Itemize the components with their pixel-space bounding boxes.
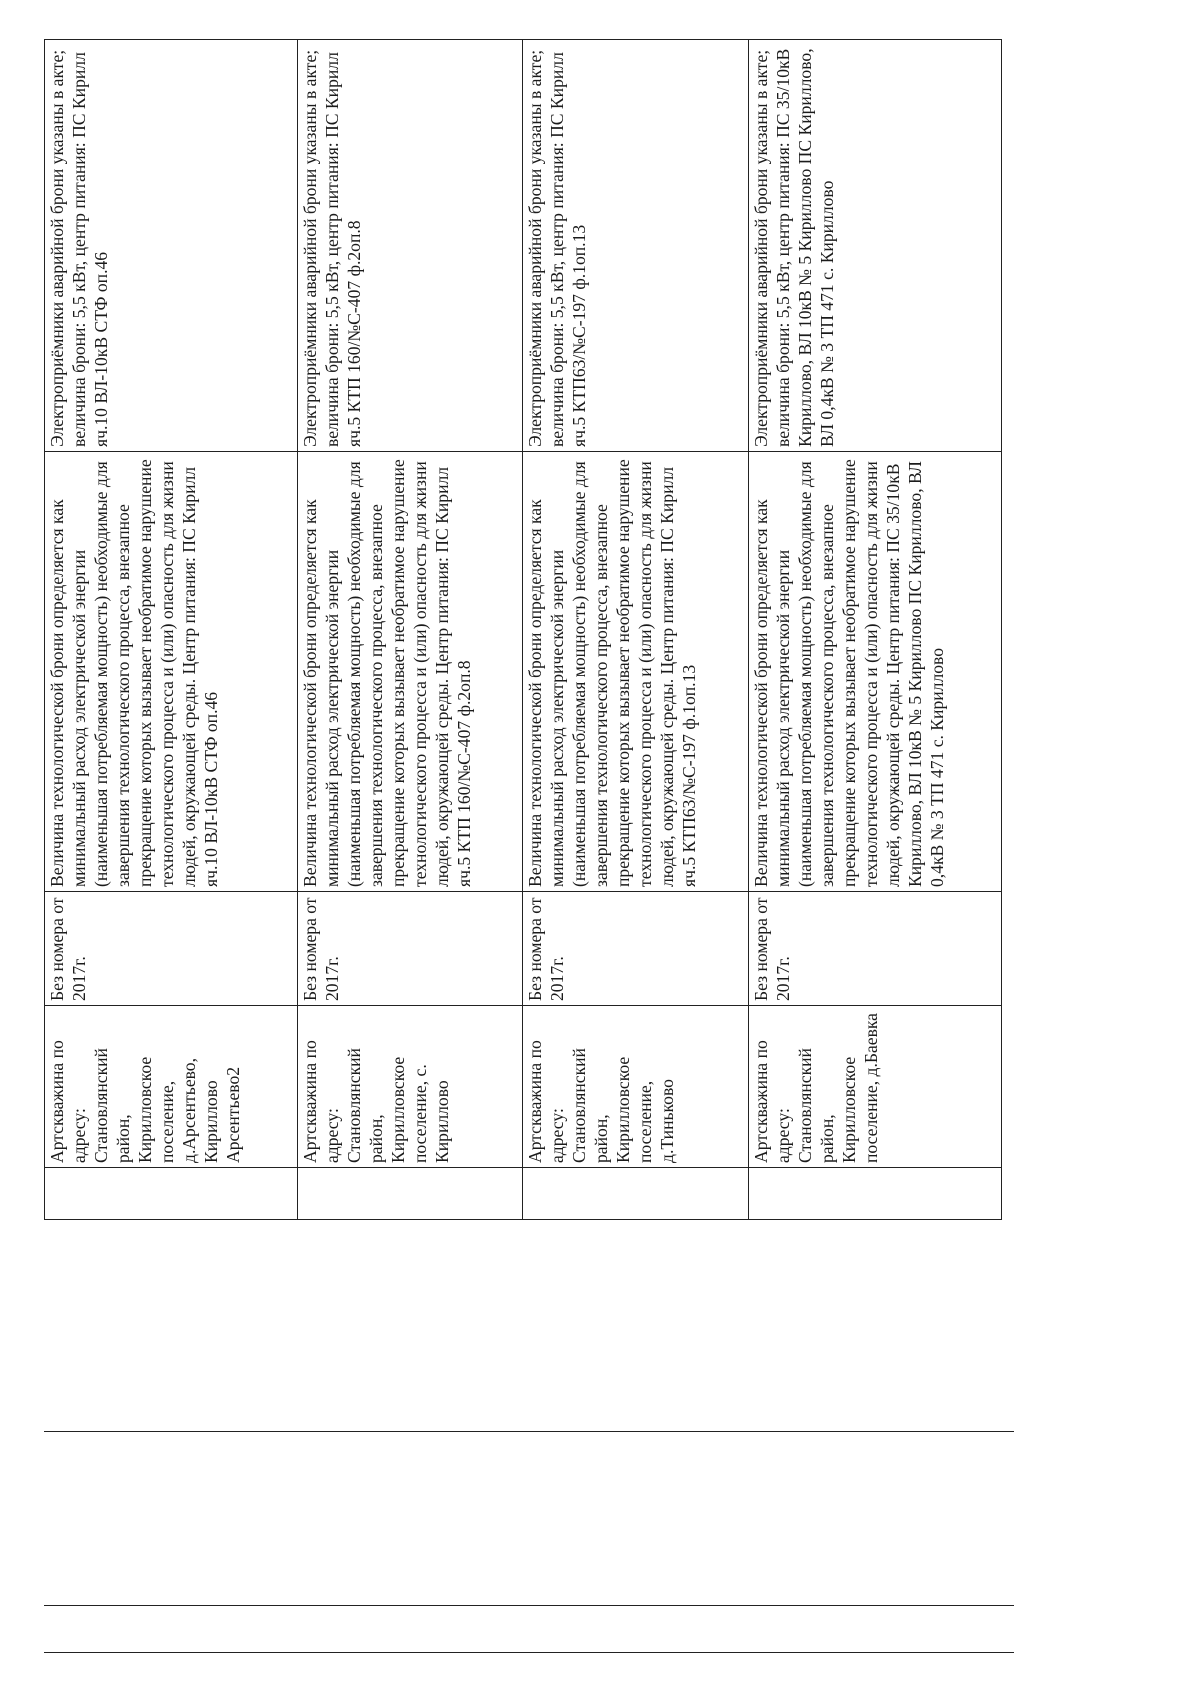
emergency-reserve-cell: Электроприёмники аварийной брони указаны в акте; величина брони: 5,5 кВт, центр питания: ПС 35/10кВ Кириллово, ВЛ 10кВ № 5 Кириллово ПС Кириллово, ВЛ 0,4кВ № 3 ТП 471 с. Кириллово [748,40,1001,452]
table-rule [44,1605,1014,1606]
blank-cell [298,1168,523,1220]
table-rule [44,1431,1014,1432]
rotated-table-container [44,40,1002,1220]
object-cell: Артскважина по адресу: Становлянский район, Кирилловское поселение, д.Арсентьево, Кириллово Арсентьево2 [45,1006,298,1168]
tech-reserve-cell: Величина технологической брони определяется как минимальный расход электрической энергии (наименьшая потребляемая мощность) необходимые для завершения технологического процесса, внезапное прекращение которых вызывает необратимое нарушение технологического процесса и (или) опасность для жизни людей, окружающей среды. Центр питания: ПС Кирилл яч.5 КТП63/№С-197 ф.1оп.13 [523,452,748,892]
reserve-table [44,39,1002,1220]
act-cell: Без номера от 2017г. [45,892,298,1006]
act-cell: Без номера от 2017г. [523,892,748,1006]
tech-reserve-cell: Величина технологической брони определяется как минимальный расход электрической энергии (наименьшая потребляемая мощность) необходимые для завершения технологического процесса, внезапное прекращение которых вызывает необратимое нарушение технологического процесса и (или) опасность для жизни людей, окружающей среды. Центр питания: ПС Кирилл яч.10 ВЛ-10кВ СТФ оп.46 [45,452,298,892]
table-row [748,40,1001,1220]
object-cell: Артскважина по адресу: Становлянский район, Кирилловское поселение, д.Тиньково [523,1006,748,1168]
table-row [523,40,748,1220]
blank-cell [45,1168,298,1220]
act-cell: Без номера от 2017г. [298,892,523,1006]
emergency-reserve-cell: Электроприёмники аварийной брони указаны в акте; величина брони: 5,5 кВт, центр питания: ПС Кирилл яч.5 КТП 160/№С-407 ф.2оп.8 [298,40,523,452]
blank-cell [523,1168,748,1220]
emergency-reserve-cell: Электроприёмники аварийной брони указаны в акте; величина брони: 5,5 кВт, центр питания: ПС Кирилл яч.5 КТП63/№С-197 ф.1оп.13 [523,40,748,452]
object-cell: Артскважина по адресу: Становлянский район, Кирилловское поселение, с. Кириллово [298,1006,523,1168]
table-row [298,40,523,1220]
tech-reserve-cell: Величина технологической брони определяется как минимальный расход электрической энергии (наименьшая потребляемая мощность) необходимые для завершения технологического процесса, внезапное прекращение которых вызывает необратимое нарушение технологического процесса и (или) опасность для жизни людей, окружающей среды. Центр питания: ПС 35/10кВ Кириллово, ВЛ 10кВ № 5 Кириллово ПС Кириллово, ВЛ 0,4кВ № 3 ТП 471 с. Кириллово [748,452,1001,892]
act-cell: Без номера от 2017г. [748,892,1001,1006]
blank-cell [748,1168,1001,1220]
tech-reserve-cell: Величина технологической брони определяется как минимальный расход электрической энергии (наименьшая потребляемая мощность) необходимые для завершения технологического процесса, внезапное прекращение которых вызывает необратимое нарушение технологического процесса и (или) опасность для жизни людей, окружающей среды. Центр питания: ПС Кирилл яч.5 КТП 160/№С-407 ф.2оп.8 [298,452,523,892]
table-row [45,40,298,1220]
object-cell: Артскважина по адресу: Становлянский район, Кирилловское поселение, д.Баевка [748,1006,1001,1168]
emergency-reserve-cell: Электроприёмники аварийной брони указаны в акте; величина брони: 5,5 кВт, центр питания: ПС Кирилл яч.10 ВЛ-10кВ СТФ оп.46 [45,40,298,452]
table-rule [44,1652,1014,1653]
